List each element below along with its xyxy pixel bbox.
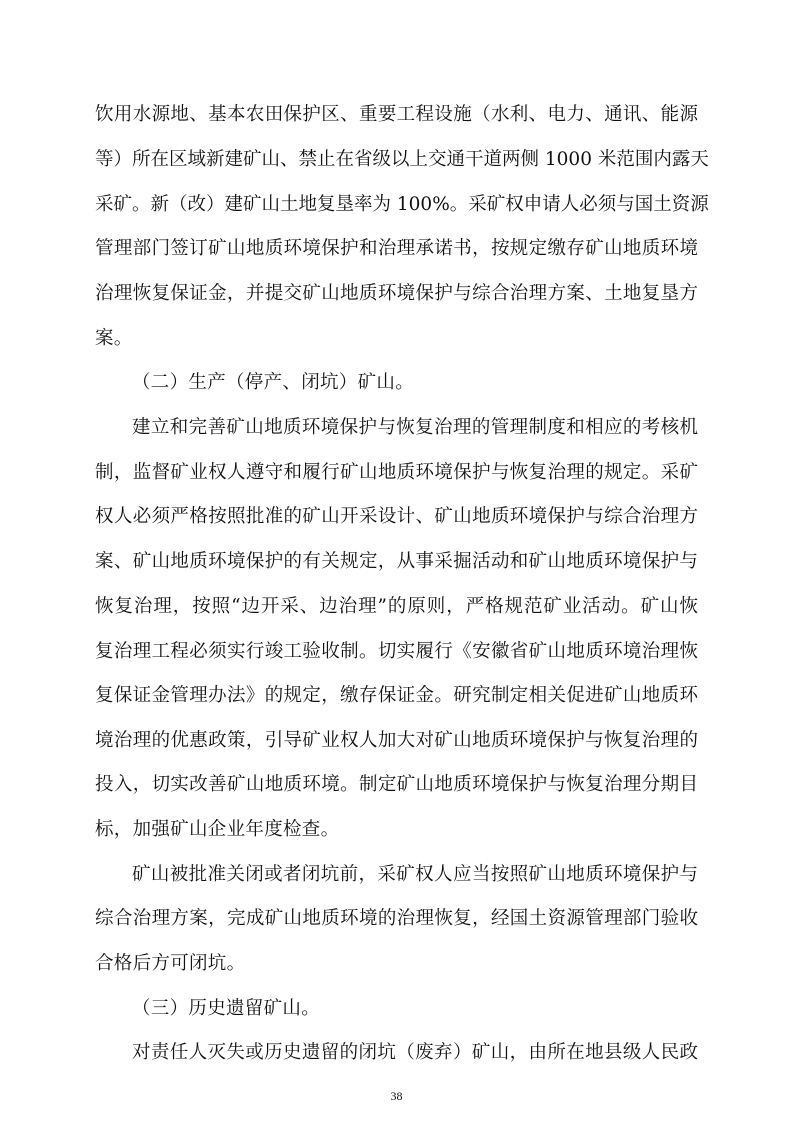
text-line-17: 标，加强矿山企业年度检查。: [95, 819, 340, 840]
text-line-14: 复保证金管理办法》的规定，缴存保证金。研究制定相关促进矿山地质环: [95, 685, 698, 706]
text-line-1: 饮用水源地、基本农田保护区、重要工程设施（水利、电力、通讯、能源: [95, 104, 698, 125]
text-line-22: 对责任人灭失或历史遗留的闭坑（废弃）矿山，由所在地县级人民政: [132, 1042, 698, 1063]
section-heading-historical-mines: （三）历史遗留矿山。: [132, 998, 321, 1019]
page-number: 38: [390, 1089, 403, 1103]
text-line-5: 治理恢复保证金，并提交矿山地质环境保护与综合治理方案、土地复垦方: [95, 283, 698, 304]
text-line-3: 采矿。新（改）建矿山土地复垦率为 100%。采矿权申请人必须与国土资源: [95, 194, 709, 215]
text-line-9: 制，监督矿业权人遵守和履行矿山地质环境保护与恢复治理的规定。采矿: [95, 462, 698, 483]
text-line-20: 合格后方可闭坑。: [95, 953, 246, 974]
text-line-15: 境治理的优惠政策，引导矿业权人加大对矿山地质环境保护与恢复治理的: [95, 730, 698, 751]
section-heading-production-mines: （二）生产（停产、闭坑）矿山。: [132, 372, 415, 393]
text-line-19: 综合治理方案，完成矿山地质环境的治理恢复，经国土资源管理部门验收: [95, 908, 698, 929]
text-line-6: 案。: [95, 328, 133, 349]
text-line-16: 投入，切实改善矿山地质环境。制定矿山地质环境保护与恢复治理分期目: [95, 774, 698, 795]
text-line-12: 恢复治理，按照“边开采、边治理”的原则，严格规范矿业活动。矿山恢: [95, 596, 698, 617]
text-line-4: 管理部门签订矿山地质环境保护和治理承诺书，按规定缴存矿山地质环境: [95, 238, 698, 259]
text-line-18: 矿山被批准关闭或者闭坑前，采矿权人应当按照矿山地质环境保护与: [132, 864, 698, 885]
text-line-8: 建立和完善矿山地质环境保护与恢复治理的管理制度和相应的考核机: [132, 417, 698, 438]
text-line-10: 权人必须严格按照批准的矿山开采设计、矿山地质环境保护与综合治理方: [95, 506, 698, 527]
text-line-11: 案、矿山地质环境保护的有关规定，从事采掘活动和矿山地质环境保护与: [95, 551, 698, 572]
text-line-2: 等）所在区域新建矿山、禁止在省级以上交通干道两侧 1000 米范围内露天: [95, 149, 709, 170]
text-line-13: 复治理工程必须实行竣工验收制。切实履行《安徽省矿山地质环境治理恢: [95, 641, 698, 662]
